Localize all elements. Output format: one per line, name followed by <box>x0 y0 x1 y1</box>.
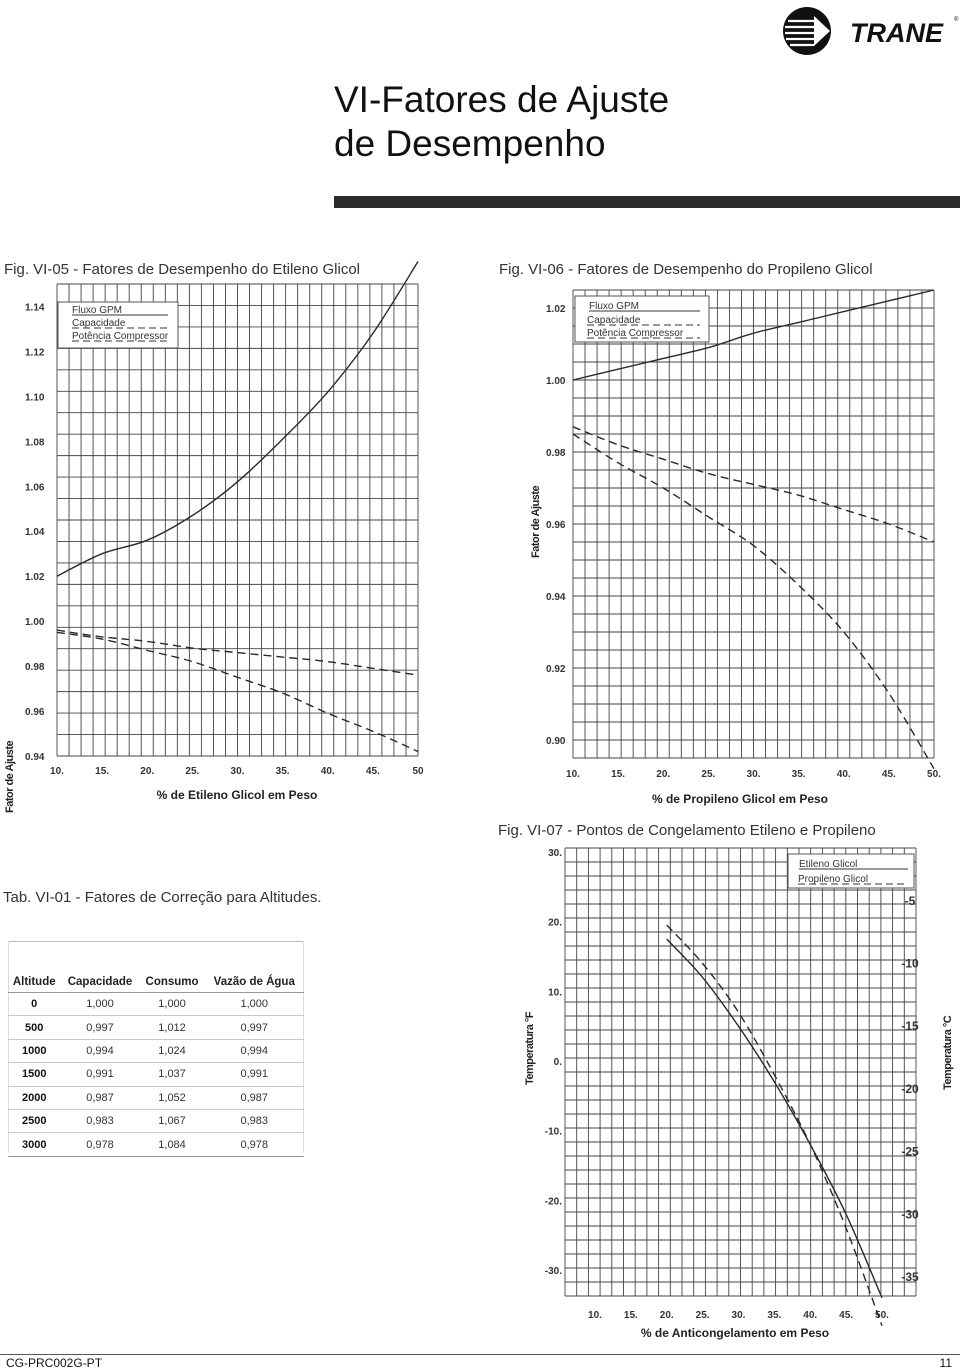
fig05-chart <box>0 278 425 813</box>
cell: 0,991 <box>205 1063 304 1086</box>
col-altitude: Altitude <box>8 971 60 993</box>
x-tick-label: 30. <box>731 1310 746 1321</box>
fig07-grid <box>565 848 916 1296</box>
trane-logo-text: TRANE <box>850 18 943 48</box>
cell: 1,037 <box>140 1063 205 1086</box>
y-tick-label: 0.96 <box>546 520 566 531</box>
cell: 0,994 <box>205 1039 304 1062</box>
y-tick-label: 1.12 <box>25 347 45 359</box>
cell: 1000 <box>8 1039 60 1062</box>
fig05-y-ticks <box>25 302 45 763</box>
y-tick-label-c: -20 <box>901 1081 919 1096</box>
cell: 1,000 <box>140 993 205 1016</box>
y-tick-label: 1.02 <box>25 572 45 584</box>
cell: 0,994 <box>60 1039 139 1062</box>
y-tick-label: 0.98 <box>25 662 45 674</box>
table-top-rule <box>8 941 304 942</box>
cell: 0,978 <box>205 1133 304 1156</box>
cell: 0 <box>8 993 60 1016</box>
fig05-legend-capacity: Capacidade <box>72 318 126 329</box>
x-tick-label: 45. <box>839 1310 854 1321</box>
cell: 1,067 <box>140 1109 205 1132</box>
cell: 1,024 <box>140 1039 205 1062</box>
cell: 0,991 <box>60 1063 139 1086</box>
x-tick-label: 40. <box>320 766 335 777</box>
x-tick-label: 50 <box>412 766 424 777</box>
x-tick-label: 45. <box>881 769 896 780</box>
fig06-legend-flow: Fluxo GPM <box>589 301 640 312</box>
fig06-y-ticks <box>546 304 566 747</box>
y-tick-label: 1.00 <box>546 376 566 387</box>
x-tick-label: 40. <box>836 769 851 780</box>
cell: 3000 <box>8 1133 60 1156</box>
y-tick-label-f: 30. <box>548 848 562 859</box>
table-row <box>8 1063 304 1086</box>
x-tick-label: 50. <box>875 1310 889 1321</box>
x-tick-label: 25. <box>695 1310 710 1321</box>
x-tick-label: 20. <box>140 766 155 777</box>
x-tick-label: 20. <box>659 1310 674 1321</box>
footer-doc-code: CG-PRC002G-PT <box>6 1356 103 1370</box>
fig07-x-ticks <box>588 1310 889 1321</box>
fig05-legend <box>58 302 178 348</box>
altitude-table <box>8 971 304 1157</box>
y-tick-label-c: -35 <box>901 1269 919 1284</box>
y-tick-label-f: -30. <box>544 1266 562 1277</box>
y-tick-label: 0.94 <box>546 592 566 603</box>
cell: 1,000 <box>60 993 139 1016</box>
col-consumo: Consumo <box>140 971 205 993</box>
x-tick-label: 50. <box>927 769 941 780</box>
svg-text:®: ® <box>954 17 959 23</box>
table-row <box>8 1133 304 1156</box>
fig06-grid <box>573 290 934 758</box>
series-line <box>667 925 882 1326</box>
cell: 0,987 <box>205 1086 304 1109</box>
y-tick-label: 1.06 <box>25 482 45 494</box>
fig06-legend-power: Potência Compressor <box>587 328 684 339</box>
fig05-legend-flow: Fluxo GPM <box>72 305 123 316</box>
y-tick-label: 0.90 <box>546 736 566 747</box>
cell: 1,012 <box>140 1016 205 1039</box>
x-tick-label: 15. <box>95 766 110 777</box>
cell: 0,978 <box>60 1133 139 1156</box>
cell: 0,983 <box>205 1109 304 1132</box>
x-tick-label: 15. <box>611 769 626 780</box>
y-tick-label-c: -25 <box>901 1144 919 1159</box>
y-tick-label-c: -5 <box>904 893 916 908</box>
x-tick-label: 10. <box>50 766 64 777</box>
y-tick-label-f: -10. <box>544 1126 562 1138</box>
table-row <box>8 1039 304 1062</box>
x-tick-label: 35. <box>791 769 806 780</box>
x-tick-label: 25. <box>185 766 200 777</box>
page-title: VI-Fatores de Ajuste de Desempenho <box>334 79 670 164</box>
y-tick-label-f: 0. <box>553 1057 562 1068</box>
fig06-legend <box>575 296 709 342</box>
cell: 0,983 <box>60 1109 139 1132</box>
footer-rule <box>0 1354 960 1355</box>
fig07-legend-ethylene: Etileno Glicol <box>799 859 858 870</box>
x-tick-label: 15. <box>623 1310 638 1321</box>
fig07-y-label-c: Temperatura °C <box>942 1015 954 1090</box>
fig07-chart <box>510 840 954 1350</box>
fig05-grid <box>57 284 418 756</box>
y-tick-label: 1.02 <box>546 304 566 315</box>
y-tick-label: 0.94 <box>25 752 45 763</box>
table-caption: Tab. VI-01 - Fatores de Correção para Altitudes. <box>3 889 322 906</box>
cell: 1500 <box>8 1063 60 1086</box>
fig06-x-label: % de Propileno Glicol em Peso <box>651 792 829 806</box>
y-tick-label: 1.10 <box>25 392 45 404</box>
x-tick-label: 35. <box>275 766 290 777</box>
y-tick-label: 0.96 <box>25 707 45 719</box>
title-rule <box>334 196 960 208</box>
cell: 1,052 <box>140 1086 205 1109</box>
x-tick-label: 45. <box>365 766 380 777</box>
y-tick-label: 1.04 <box>25 527 45 539</box>
table-row <box>8 1016 304 1039</box>
y-tick-label-f: 10. <box>548 987 562 999</box>
cell: 500 <box>8 1016 60 1039</box>
fig05-legend-power: Potência Compressor <box>72 331 169 342</box>
y-tick-label: 1.14 <box>25 302 45 314</box>
fig05-x-label: % de Etileno Glicol em Peso <box>156 788 318 802</box>
cell: 0,997 <box>205 1016 304 1039</box>
fig05-y-label: Fator de Ajuste <box>4 740 16 813</box>
cell: 2000 <box>8 1086 60 1109</box>
cell: 2500 <box>8 1109 60 1132</box>
table-header-row <box>8 971 304 993</box>
cell: 1,084 <box>140 1133 205 1156</box>
x-tick-label: 40. <box>803 1310 818 1321</box>
x-tick-label: 25. <box>701 769 716 780</box>
fig06-legend-capacity: Capacidade <box>587 315 641 326</box>
y-tick-label-f: -20. <box>544 1196 562 1208</box>
y-tick-label: 1.00 <box>25 617 45 629</box>
fig06-chart <box>520 278 950 812</box>
fig07-x-label: % de Anticongelamento em Peso <box>640 1326 830 1340</box>
col-capacidade: Capacidade <box>60 971 139 993</box>
table-row <box>8 993 304 1016</box>
fig07-y-label-f: Temperatura °F <box>524 1012 536 1085</box>
cell: 0,997 <box>60 1016 139 1039</box>
x-tick-label: 20. <box>656 769 671 780</box>
fig07-y-ticks-f <box>545 848 562 1277</box>
y-tick-label-c: -30 <box>901 1207 919 1222</box>
fig06-caption: Fig. VI-06 - Fatores de Desempenho do Propileno Glicol <box>499 261 873 278</box>
x-tick-label: 35. <box>767 1310 782 1321</box>
footer-page-number: 11 <box>939 1356 952 1370</box>
x-tick-label: 30. <box>230 766 245 777</box>
y-tick-label-c: -15 <box>901 1019 919 1034</box>
fig07-legend <box>788 854 914 888</box>
table-row <box>8 1086 304 1109</box>
x-tick-label: 10. <box>566 769 580 780</box>
fig05-x-ticks <box>50 766 424 777</box>
col-vazao: Vazão de Água <box>205 971 304 993</box>
cell: 1,000 <box>205 993 304 1016</box>
cell: 0,987 <box>60 1086 139 1109</box>
y-tick-label: 0.92 <box>546 664 566 675</box>
fig07-series <box>667 925 882 1326</box>
trane-logo-mark <box>783 7 831 55</box>
y-tick-label-c: -10 <box>901 956 919 971</box>
y-tick-label-f: 20. <box>548 917 562 929</box>
y-tick-label: 0.98 <box>546 448 566 459</box>
table-row <box>8 1109 304 1132</box>
y-tick-label: 1.08 <box>25 437 45 449</box>
fig07-caption: Fig. VI-07 - Pontos de Congelamento Etileno e Propileno <box>498 822 876 839</box>
fig05-caption: Fig. VI-05 - Fatores de Desempenho do Etileno Glicol <box>4 261 361 278</box>
x-tick-label: 30. <box>746 769 761 780</box>
fig06-x-ticks <box>566 769 941 780</box>
series-line <box>667 939 882 1298</box>
fig06-y-label: Fator de Ajuste <box>530 485 542 558</box>
trane-logo <box>778 6 958 56</box>
x-tick-label: 10. <box>588 1310 602 1321</box>
fig07-legend-propylene: Propileno Glicol <box>798 874 869 885</box>
